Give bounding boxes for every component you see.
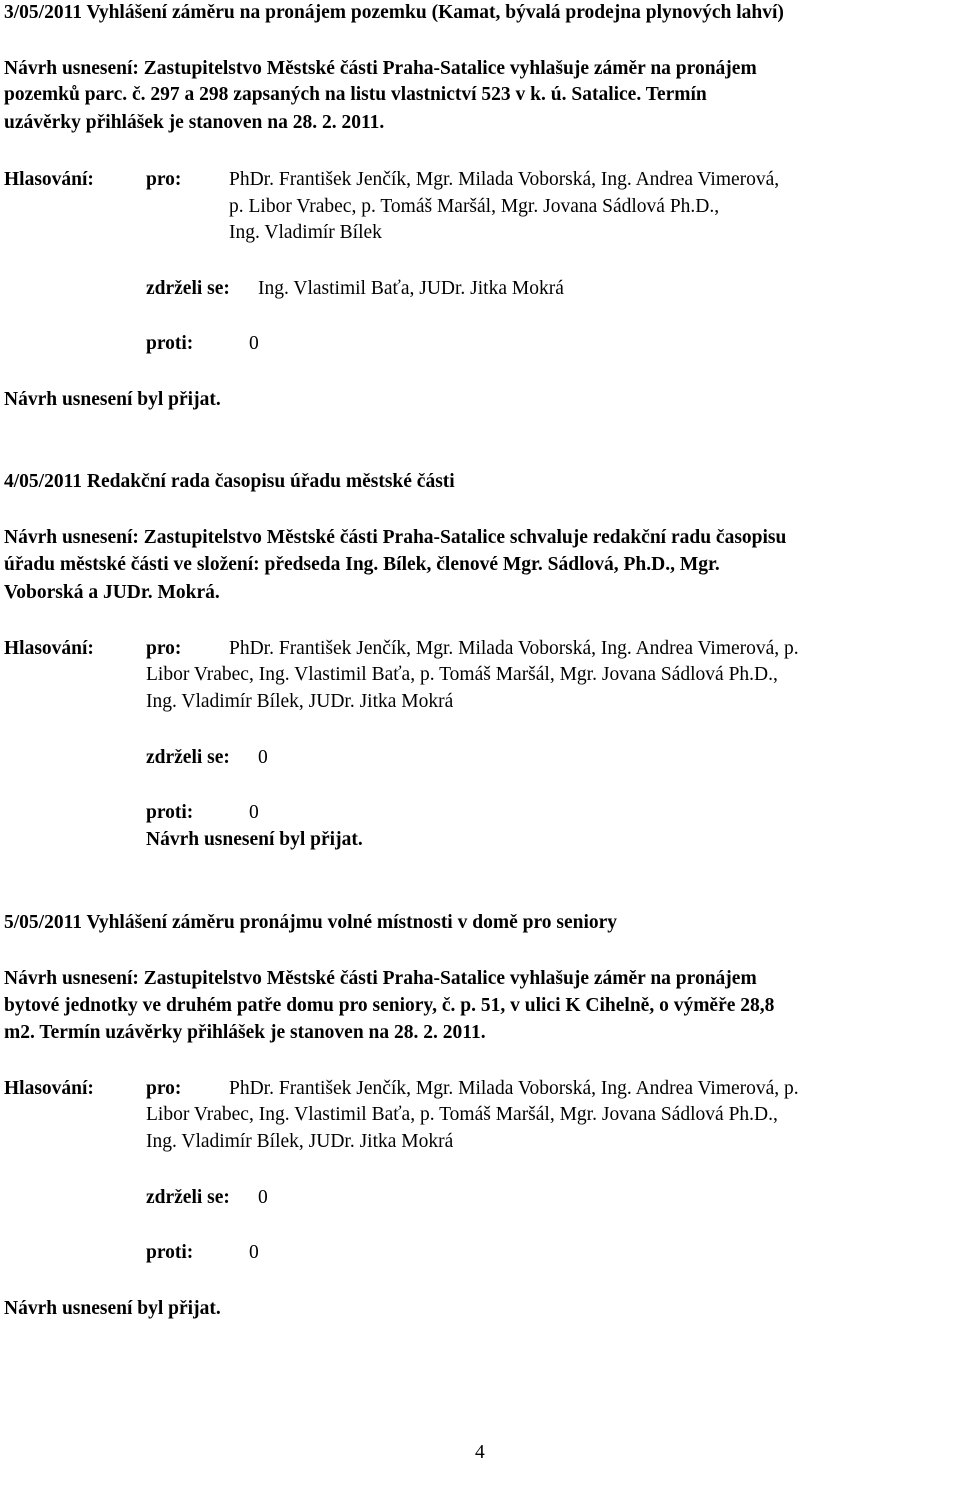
section-title: 5/05/2011 Vyhlášení záměru pronájmu volné místnosti v domě pro seniory <box>4 912 618 933</box>
against-value: 0 <box>249 802 259 823</box>
pro-names-line: Ing. Vladimír Bílek, JUDr. Jitka Mokrá <box>146 1131 454 1152</box>
proposal-line: Voborská a JUDr. Mokrá. <box>4 582 220 603</box>
voting-label: Hlasování: <box>4 638 94 659</box>
against-label: proti: <box>146 1242 194 1263</box>
proposal-line: m2. Termín uzávěrky přihlášek je stanoven na 28. 2. 2011. <box>4 1022 486 1043</box>
against-label: proti: <box>146 802 194 823</box>
pro-label: pro: <box>146 638 182 659</box>
against-label: proti: <box>146 333 194 354</box>
abstained-label: zdrželi se: <box>146 747 230 768</box>
proposal-line: uzávěrky přihlášek je stanoven na 28. 2. 2011. <box>4 112 385 133</box>
pro-names-line: Ing. Vladimír Bílek <box>229 222 382 243</box>
result-text: Návrh usnesení byl přijat. <box>4 389 221 410</box>
abstained-label: zdrželi se: <box>146 278 230 299</box>
pro-names-line: Ing. Vladimír Bílek, JUDr. Jitka Mokrá <box>146 691 454 712</box>
proposal-line: úřadu městské části ve složení: předseda Ing. Bílek, členové Mgr. Sádlová, Ph.D., Mgr. <box>4 554 720 575</box>
section-title: 3/05/2011 Vyhlášení záměru na pronájem pozemku (Kamat, bývalá prodejna plynových lahví) <box>4 2 784 23</box>
pro-names-line: PhDr. František Jenčík, Mgr. Milada Voborská, Ing. Andrea Vimerová, <box>229 169 780 190</box>
result-text: Návrh usnesení byl přijat. <box>146 829 363 850</box>
pro-names-line: Libor Vrabec, Ing. Vlastimil Baťa, p. Tomáš Maršál, Mgr. Jovana Sádlová Ph.D., <box>146 1104 778 1125</box>
section-title: 4/05/2011 Redakční rada časopisu úřadu městské části <box>4 471 455 492</box>
pro-names-line: Libor Vrabec, Ing. Vlastimil Baťa, p. Tomáš Maršál, Mgr. Jovana Sádlová Ph.D., <box>146 664 778 685</box>
abstained-label: zdrželi se: <box>146 1187 230 1208</box>
pro-names-line: p. Libor Vrabec, p. Tomáš Maršál, Mgr. Jovana Sádlová Ph.D., <box>229 196 720 217</box>
proposal-line: Návrh usnesení: Zastupitelstvo Městské části Praha-Satalice vyhlašuje záměr na pronájem <box>4 58 757 79</box>
result-text: Návrh usnesení byl přijat. <box>4 1298 221 1319</box>
pro-names-line: PhDr. František Jenčík, Mgr. Milada Voborská, Ing. Andrea Vimerová, p. <box>229 638 799 659</box>
against-value: 0 <box>249 1242 259 1263</box>
pro-label: pro: <box>146 169 182 190</box>
proposal-line: Návrh usnesení: Zastupitelstvo Městské části Praha-Satalice schvaluje redakční radu časopisu <box>4 527 787 548</box>
voting-label: Hlasování: <box>4 169 94 190</box>
abstained-value: 0 <box>258 1187 268 1208</box>
proposal-line: pozemků parc. č. 297 a 298 zapsaných na listu vlastnictví 523 v k. ú. Satalice. Termín <box>4 84 707 105</box>
proposal-line: Návrh usnesení: Zastupitelstvo Městské části Praha-Satalice vyhlašuje záměr na pronájem <box>4 968 757 989</box>
page-number: 4 <box>475 1442 485 1463</box>
proposal-line: bytové jednotky ve druhém patře domu pro seniory, č. p. 51, v ulici K Cihelně, o výměře 28,8 <box>4 995 775 1016</box>
against-value: 0 <box>249 333 259 354</box>
abstained-value: 0 <box>258 747 268 768</box>
pro-label: pro: <box>146 1078 182 1099</box>
abstained-value: Ing. Vlastimil Baťa, JUDr. Jitka Mokrá <box>258 278 564 299</box>
pro-names-line: PhDr. František Jenčík, Mgr. Milada Voborská, Ing. Andrea Vimerová, p. <box>229 1078 799 1099</box>
voting-label: Hlasování: <box>4 1078 94 1099</box>
